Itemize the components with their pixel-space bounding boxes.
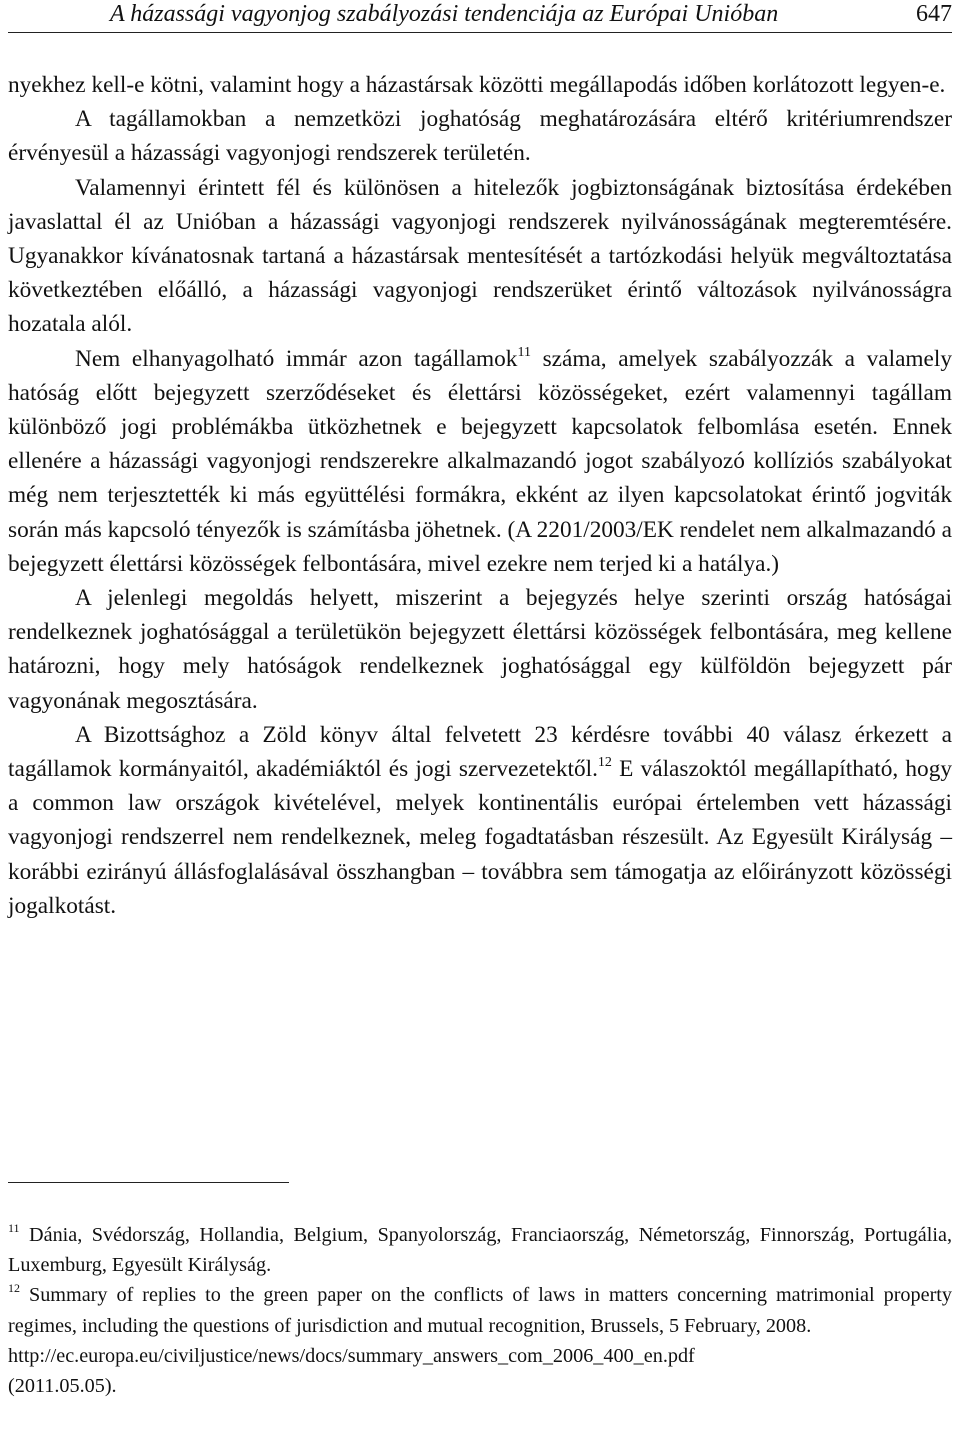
paragraph (8, 342, 952, 581)
footnote (8, 1220, 952, 1280)
footnote-url[interactable]: http://ec.europa.eu/civiljustice/news/docs/summary_answers_com_2006_400_en.pdf (8, 1344, 695, 1367)
running-header-title: A házassági vagyonjog szabályozási tendenciája az Európai Unióban (110, 1, 779, 27)
footnote-reference[interactable]: 12 (597, 755, 612, 771)
footnote-text: Dánia, Svédország, Hollandia, Belgium, Spanyolország, Franciaország, Németország, Finnország, Portugália, Luxemburg, Egyesült Királyság. (8, 1224, 952, 1277)
footnote-reference[interactable]: 11 (517, 344, 531, 360)
paragraph: A tagállamokban a nemzetközi joghatóság meghatározására eltérő kritériumrendszer érvényesül a házassági vagyonjogi rendszerek területén. (8, 106, 952, 167)
footnote-text: Summary of replies to the green paper on the conflicts of laws in matters concerning matrimonial property regimes, including the questions of jurisdiction and mutual recognition, Brussels, 5 February, 2008. (8, 1284, 952, 1337)
main-text (8, 68, 952, 923)
paragraph (8, 718, 952, 923)
paragraph-text: A Bizottsághoz a Zöld könyv által felvetett 23 kérdésre további 40 válasz érkezett a tagállamok kormányaitól, akadémiáktól és jogi szervezetektől. (8, 721, 952, 783)
paragraph-text: Nem elhanyagolható immár azon tagállamok (75, 345, 518, 372)
footnote-mark: 12 (8, 1281, 20, 1296)
page-number: 647 (916, 1, 952, 27)
paragraph: Valamennyi érintett fél és különösen a hitelezők jogbiztonságának biztosítása érdekében javaslattal él az Unióban a házassági vagyonjogi rendszerek nyilvánosságának megteremtésére. Ugyanakkor kívánatosnak tartaná a házastársak mentesítését a tartózkodási helyük megváltoztatása következtében előálló, a házassági vagyonjogi rendszerüket érintő változások nyilvánosságra hozatala alól. (8, 174, 952, 338)
paragraph-text: E válaszoktól megállapítható, hogy a common law országok kivételével, melyek kontinentális európai értelemben vett házassági vagyonjogi rendszerrel nem rendelkeznek, meleg fogadtatásban részesült. Az Egyesült Királyság – korábbi ezirányú állásfoglalásával összhangban – továbbra sem támogatja az előirányzott közösségi jogalkotást. (8, 756, 952, 919)
footnote (8, 1280, 952, 1340)
footnote-access-date: (2011.05.05). (8, 1375, 117, 1398)
paragraph-continued: nyekhez kell-e kötni, valamint hogy a házastársak közötti megállapodás időben korlátozott legyen-e. (8, 72, 946, 98)
footnotes (8, 1220, 952, 1401)
paragraph: A jelenlegi megoldás helyett, miszerint a bejegyzés helye szerinti ország hatóságai rendelkeznek joghatósággal a területükön bejegyzett élettársi közösségek felbontására, meg kellene határozni, hogy mely hatóságok rendelkeznek joghatósággal egy külföldön bejegyzett pár vagyonának megosztására. (8, 585, 952, 714)
paragraph-text: száma, amelyek szabályozzák a valamely hatóság előtt bejegyzett szerződéseket és élettársi közösségeket, ezért valamennyi tagállam különböző jogi problémákba ütközhetnek e bejegyzett kapcsolatok felbomlása esetén. Ennek ellenére a házassági vagyonjogi rendszerekre alkalmazandó jogot szabályozó kollíziós szabályokat még nem terjesztették ki más együttélési formákra, ekként az ilyen kapcsolatokat érintő jogviták során más kapcsoló tényezők is számításba jöhetnek. (A 2201/2003/EK rendelet nem alkalmazandó a bejegyzett élettársi közösségek felbontására, mivel ezekre nem terjed ki a hatálya.) (8, 345, 952, 577)
footnote-mark: 11 (8, 1221, 20, 1235)
running-header (8, 0, 952, 33)
footnote-separator (8, 1182, 289, 1183)
